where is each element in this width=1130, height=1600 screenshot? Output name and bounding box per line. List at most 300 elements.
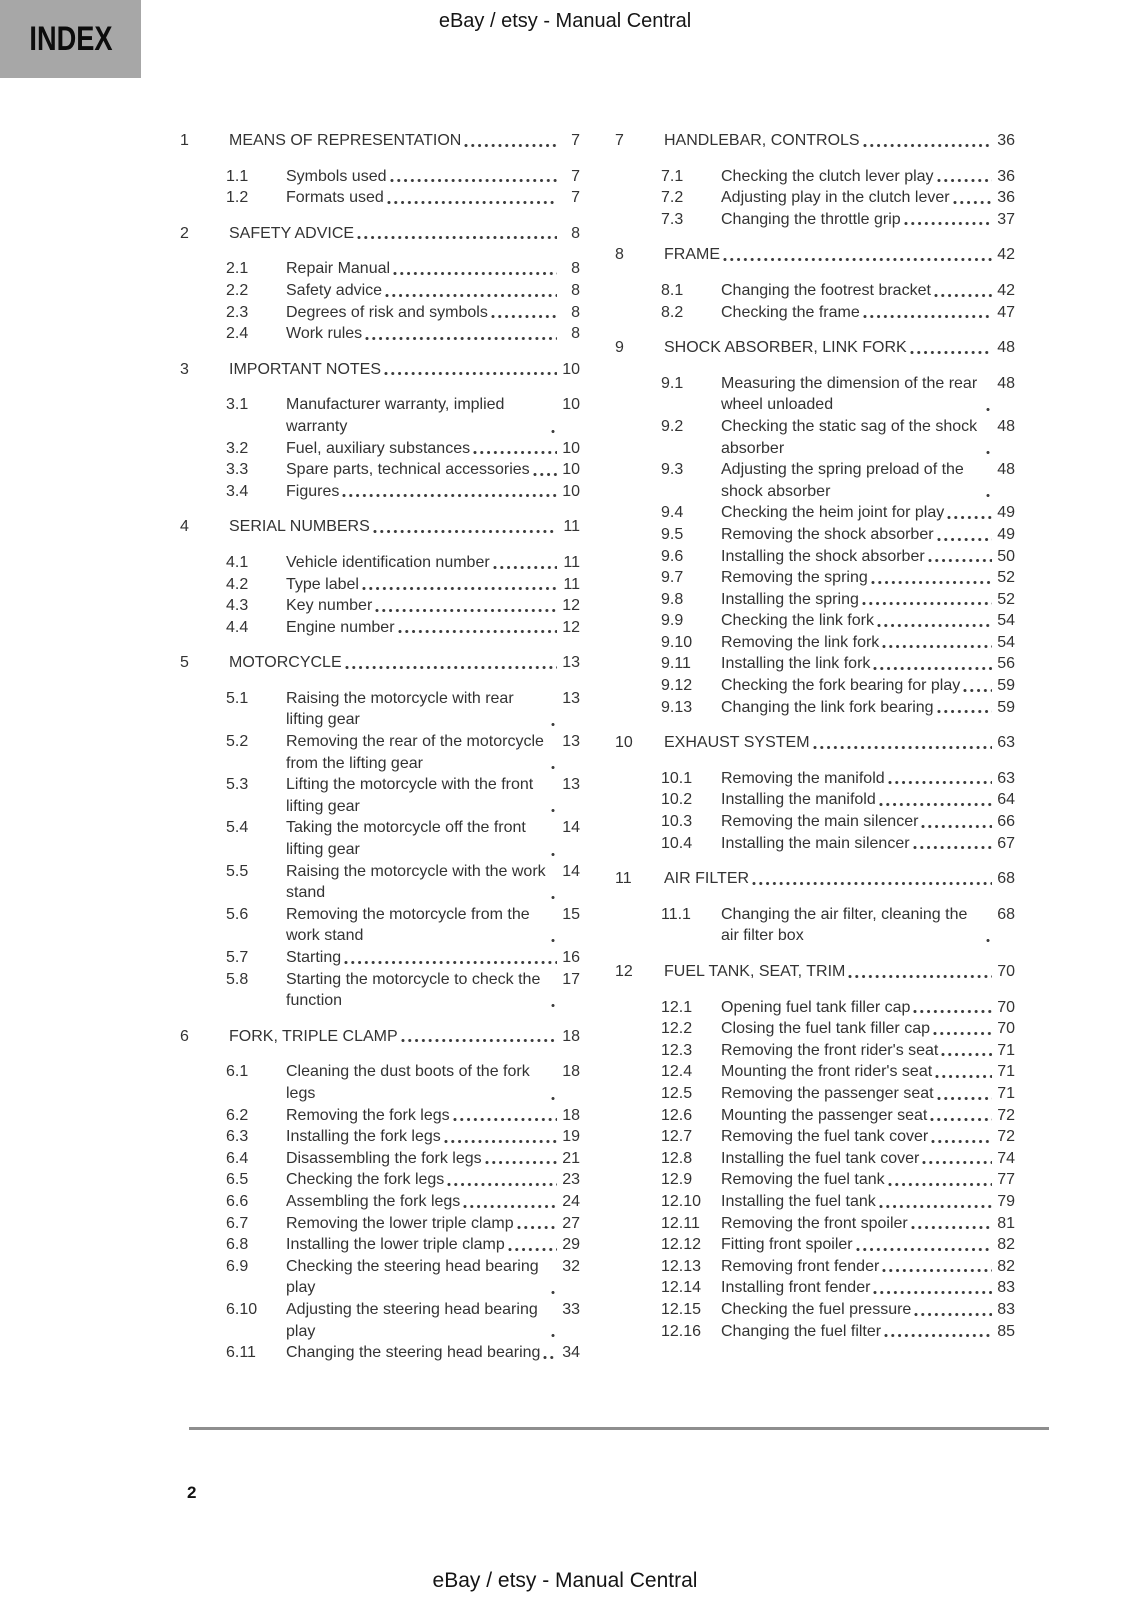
toc-page-number: 13: [562, 689, 580, 707]
toc-item-title: Changing the footrest bracket: [721, 281, 931, 299]
toc-chapter-number: 3: [180, 360, 189, 378]
toc-item-title: Raising the motorcycle with rear lifting gear: [286, 689, 514, 729]
dot-leader: [928, 558, 992, 563]
dot-leader: [375, 608, 557, 613]
toc-item-title: Removing the rear of the motorcycle from the lifting gear: [286, 733, 544, 772]
dot-leader: [384, 371, 557, 376]
dot-leader: [986, 938, 992, 943]
dot-leader: [933, 1031, 992, 1036]
dot-leader: [551, 765, 557, 770]
toc-item-number: 6.1: [226, 1063, 249, 1081]
dot-leader: [882, 644, 992, 649]
toc-item-title: Fuel, auxiliary substances: [286, 439, 471, 457]
dot-leader: [930, 1117, 992, 1122]
toc-item-row: [180, 947, 580, 969]
toc-page-number: 8: [571, 281, 580, 299]
toc-item-row: [615, 1105, 1015, 1127]
dot-leader: [508, 1247, 557, 1252]
toc-item-title: Type label: [286, 575, 359, 593]
toc-item-title: Key number: [286, 597, 373, 615]
toc-page-number: 49: [997, 504, 1015, 522]
toc-page-number: 7: [571, 167, 580, 185]
toc-page-number: 82: [997, 1257, 1015, 1275]
toc-item-row: [180, 688, 580, 731]
toc-chapter-title: MOTORCYCLE: [229, 654, 342, 672]
toc-chapter-number: 10: [615, 734, 633, 752]
toc-item-title: Starting the motorcycle to check the function: [286, 970, 541, 1010]
toc-item-title: Mounting the passenger seat: [721, 1106, 928, 1124]
toc-item-title: Checking the clutch lever play: [721, 167, 934, 185]
toc-item-number: 5.5: [226, 862, 249, 880]
dot-leader: [879, 1204, 992, 1209]
toc-item-number: 4.1: [226, 553, 249, 571]
toc-item-title: Changing the steering head bearing: [286, 1344, 541, 1362]
toc-page-number: 54: [997, 612, 1015, 630]
toc-chapter-title: AIR FILTER: [664, 870, 750, 888]
toc-item-number: 4.4: [226, 618, 249, 636]
toc-page-number: 64: [997, 791, 1015, 809]
toc-item-row: [180, 166, 580, 188]
toc-item-number: 9.8: [661, 590, 684, 608]
toc-item-number: 12.13: [661, 1257, 702, 1275]
toc-item-number: 9.7: [661, 569, 684, 587]
toc-item-title: Removing the manifold: [721, 769, 885, 787]
dot-leader: [934, 293, 992, 298]
toc-item-number: 4.3: [226, 597, 249, 615]
toc-item-title: Engine number: [286, 618, 395, 636]
toc-item-row: [615, 524, 1015, 546]
toc-item-row: [180, 1256, 580, 1299]
toc-item-title: Checking the frame: [721, 303, 860, 321]
toc-page-number: 21: [562, 1149, 580, 1167]
toc-item-row: [180, 1148, 580, 1170]
toc-page-number: 36: [997, 167, 1015, 185]
toc-item-row: [180, 904, 580, 947]
toc-page-number: 8: [571, 224, 580, 242]
toc-item-title: Vehicle identification number: [286, 553, 490, 571]
toc-item-title: Checking the heim joint for play: [721, 504, 945, 522]
toc-item-title: Removing the shock absorber: [721, 525, 934, 543]
toc-page-number: 13: [562, 776, 580, 794]
toc-item-number: 2.2: [226, 281, 249, 299]
toc-chapter-row: [180, 516, 580, 538]
toc-page-number: 11: [563, 518, 580, 536]
toc-page-number: 10: [562, 396, 580, 414]
toc-item-number: 5.4: [226, 819, 249, 837]
toc-item-row: [615, 1169, 1015, 1191]
toc-page-number: 33: [562, 1300, 580, 1318]
footer-divider: [189, 1427, 1049, 1430]
toc-item-number: 9.3: [661, 461, 684, 479]
toc-item-number: 12.9: [661, 1171, 693, 1189]
toc-chapter-row: [180, 359, 580, 381]
toc-item-row: [615, 1126, 1015, 1148]
toc-item-title: Checking the fork bearing for play: [721, 677, 961, 695]
toc-page-number: 7: [571, 132, 580, 149]
toc-item-number: 9.2: [661, 417, 684, 435]
toc-item-row: [615, 209, 1015, 231]
toc-item-number: 3.1: [226, 396, 249, 414]
dot-leader: [344, 960, 557, 965]
toc-page-number: 56: [997, 655, 1015, 673]
toc-item-title: Measuring the dimension of the rear wheel unloaded: [721, 374, 978, 414]
toc-page-number: 37: [997, 210, 1015, 228]
toc-item-number: 10.2: [661, 791, 693, 809]
toc-item-row: [180, 1191, 580, 1213]
toc-item-number: 5.3: [226, 776, 249, 794]
toc-item-title: Degrees of risk and symbols: [286, 303, 488, 321]
toc-item-title: Closing the fuel tank filler cap: [721, 1020, 930, 1038]
toc-item-title: Installing the fork legs: [286, 1128, 441, 1146]
toc-item-title: Assembling the fork legs: [286, 1192, 461, 1210]
toc-page-number: 66: [997, 813, 1015, 831]
toc-item-number: 10.3: [661, 813, 693, 831]
toc-page-number: 15: [562, 905, 580, 923]
toc-item-title: Installing the lower triple clamp: [286, 1236, 505, 1254]
toc-chapter-number: 1: [180, 132, 189, 149]
dot-leader: [937, 709, 992, 714]
toc-page-number: 8: [571, 325, 580, 343]
toc-page-number: 71: [997, 1041, 1015, 1059]
toc-page-number: 59: [997, 698, 1015, 716]
toc-chapter-number: 9: [615, 339, 624, 357]
toc-chapter-row: [180, 223, 580, 245]
toc-page-number: 48: [997, 374, 1015, 392]
toc-item-number: 6.5: [226, 1171, 249, 1189]
toc-item-title: Manufacturer warranty, implied warranty: [286, 396, 505, 435]
dot-leader: [464, 143, 557, 148]
toc-item-number: 2.1: [226, 260, 249, 278]
toc-page-number: 82: [997, 1236, 1015, 1254]
dot-leader: [551, 808, 557, 813]
toc-page-number: 81: [997, 1214, 1015, 1232]
toc-item-number: 2.4: [226, 325, 249, 343]
toc-item-number: 9.9: [661, 612, 684, 630]
dot-leader: [873, 1290, 992, 1295]
toc-chapter-title: IMPORTANT NOTES: [229, 360, 382, 378]
toc-page-number: 10: [562, 461, 580, 479]
toc-item-row: [180, 969, 580, 1012]
dot-leader: [543, 1355, 557, 1360]
toc-item-row: [180, 1169, 580, 1191]
dot-leader: [473, 450, 557, 455]
dot-leader: [884, 1333, 992, 1338]
toc-item-title: Removing the link fork: [721, 633, 880, 651]
toc-item-title: Installing the spring: [721, 590, 859, 608]
dot-leader: [882, 1268, 992, 1273]
toc-item-number: 5.1: [226, 689, 249, 707]
toc-chapter-number: 5: [180, 654, 189, 672]
toc-item-row: [615, 1083, 1015, 1105]
toc-page-number: 13: [562, 733, 580, 751]
toc-page-number: 42: [997, 281, 1015, 299]
toc-item-number: 12.7: [661, 1128, 693, 1146]
toc-item-number: 9.5: [661, 525, 684, 543]
toc-item-title: Installing the fuel tank cover: [721, 1149, 920, 1167]
toc-item-number: 1.2: [226, 189, 249, 207]
toc-item-title: Figures: [286, 482, 340, 500]
dot-leader: [401, 1038, 557, 1043]
toc-item-row: [180, 323, 580, 345]
toc-item-title: Cleaning the dust boots of the fork legs: [286, 1063, 530, 1102]
toc-item-title: Checking the fuel pressure: [721, 1300, 912, 1318]
toc-item-number: 5.8: [226, 970, 249, 988]
dot-leader: [941, 1052, 992, 1057]
toc-item-number: 10.4: [661, 834, 693, 852]
toc-chapter-row: [615, 337, 1015, 359]
toc-item-row: [180, 459, 580, 481]
toc-page-number: 18: [562, 1063, 580, 1081]
toc-page-number: 68: [997, 870, 1015, 888]
toc-page-number: 72: [997, 1106, 1015, 1124]
toc-item-number: 4.2: [226, 575, 249, 593]
toc-column-2: [615, 130, 1015, 1364]
dot-leader: [357, 235, 557, 240]
toc-item-row: [180, 1105, 580, 1127]
toc-item-title: Repair Manual: [286, 260, 391, 278]
toc-item-row: [180, 574, 580, 596]
dot-leader: [910, 350, 992, 355]
toc-item-number: 6.9: [226, 1257, 249, 1275]
toc-chapter-title: FUEL TANK, SEAT, TRIM: [664, 963, 846, 980]
toc-item-number: 7.3: [661, 210, 684, 228]
dot-leader: [921, 824, 992, 829]
dot-leader: [863, 143, 992, 148]
toc-item-number: 12.11: [661, 1214, 700, 1232]
toc-item-row: [615, 589, 1015, 611]
toc-page-number: 14: [562, 862, 580, 880]
toc-item-row: [180, 1061, 580, 1104]
toc-item-number: 12.16: [661, 1322, 702, 1340]
dot-leader: [911, 1225, 992, 1230]
toc-item-row: [615, 768, 1015, 790]
toc-page-number: 32: [562, 1257, 580, 1275]
dot-leader: [551, 938, 557, 943]
toc-item-title: Removing the front spoiler: [721, 1214, 908, 1232]
dot-leader: [888, 780, 992, 785]
toc-item-title: Fitting front spoiler: [721, 1236, 853, 1254]
toc-item-number: 6.3: [226, 1128, 249, 1146]
toc-item-number: 2.3: [226, 303, 249, 321]
toc-chapter-title: FRAME: [664, 246, 720, 264]
toc-item-number: 8.1: [661, 281, 684, 299]
toc-item-title: Removing the main silencer: [721, 813, 919, 831]
dot-leader: [752, 881, 992, 886]
toc-item-row: [180, 280, 580, 302]
toc-page-number: 72: [997, 1128, 1015, 1146]
dot-leader: [551, 1333, 557, 1338]
toc-item-row: [180, 552, 580, 574]
dot-leader: [913, 1009, 992, 1014]
dot-leader: [937, 537, 992, 542]
dot-leader: [848, 974, 992, 979]
toc-item-row: [615, 811, 1015, 833]
dot-leader: [517, 1225, 557, 1230]
toc-item-number: 6.7: [226, 1214, 249, 1232]
toc-page-number: 63: [997, 734, 1015, 752]
toc-item-number: 12.12: [661, 1236, 702, 1254]
toc-page-number: 70: [997, 1020, 1015, 1038]
toc-item-row: [615, 653, 1015, 675]
toc-item-row: [180, 1126, 580, 1148]
toc-item-title: Installing the shock absorber: [721, 547, 925, 565]
dot-leader: [485, 1160, 557, 1165]
toc-item-row: [615, 833, 1015, 855]
toc-item-row: [180, 187, 580, 209]
toc-item-number: 6.6: [226, 1192, 249, 1210]
toc-item-title: Spare parts, technical accessories: [286, 461, 530, 479]
toc-page-number: 23: [562, 1171, 580, 1189]
toc-page-number: 10: [562, 439, 580, 457]
toc-item-row: [615, 1040, 1015, 1062]
toc-page-number: 67: [997, 834, 1015, 852]
page-footer-title: eBay / etsy - Manual Central: [432, 1569, 698, 1592]
dot-leader: [393, 271, 557, 276]
toc-item-number: 3.3: [226, 461, 249, 479]
dot-leader: [935, 1074, 992, 1079]
toc-page-number: 59: [997, 677, 1015, 695]
toc-item-title: Installing the manifold: [721, 791, 876, 809]
toc-item-title: Removing the fuel tank cover: [721, 1128, 929, 1146]
toc-item-title: Lifting the motorcycle with the front lifting gear: [286, 776, 534, 815]
toc-item-title: Mounting the front rider's seat: [721, 1063, 933, 1081]
dot-leader: [947, 515, 992, 520]
toc-item-row: [615, 459, 1015, 502]
toc-page-number: 34: [562, 1344, 580, 1362]
toc-chapter-title: MEANS OF REPRESENTATION: [229, 132, 462, 149]
page-header-title: eBay / etsy - Manual Central: [438, 10, 692, 32]
dot-leader: [385, 293, 557, 298]
dot-leader: [862, 601, 992, 606]
toc-item-row: [615, 1256, 1015, 1278]
dot-leader: [937, 1096, 992, 1101]
dot-leader: [986, 450, 992, 455]
toc-chapter-row: [615, 244, 1015, 266]
toc-chapter-title: SAFETY ADVICE: [229, 224, 355, 242]
dot-leader: [856, 1247, 992, 1252]
toc-item-row: [180, 1299, 580, 1342]
toc-page-number: 49: [997, 525, 1015, 543]
toc-item-number: 6.10: [226, 1300, 258, 1318]
toc-chapter-row: [615, 130, 1015, 152]
toc-item-row: [615, 675, 1015, 697]
toc-item-number: 10.1: [661, 769, 693, 787]
toc-page-number: 42: [997, 246, 1015, 264]
toc-item-title: Checking the fork legs: [286, 1171, 445, 1189]
toc-page-number: 10: [562, 360, 580, 378]
toc-item-number: 12.15: [661, 1300, 702, 1318]
toc-item-row: [180, 817, 580, 860]
toc-item-title: Removing the fuel tank: [721, 1171, 885, 1189]
index-tab-label: INDEX: [28, 19, 113, 58]
toc-item-number: 3.4: [226, 482, 249, 500]
toc-page-number: 10: [562, 482, 580, 500]
toc-page-number: 27: [562, 1214, 580, 1232]
toc-item-title: Removing the fork legs: [286, 1106, 450, 1124]
dot-leader: [813, 745, 992, 750]
dot-leader: [365, 336, 557, 341]
toc-item-row: [615, 789, 1015, 811]
toc-chapter-row: [180, 130, 580, 152]
toc-item-number: 8.2: [661, 303, 684, 321]
toc-page-number: 52: [997, 569, 1015, 587]
toc-page-number: 8: [571, 260, 580, 278]
toc-page-number: 54: [997, 633, 1015, 651]
toc-page-number: 8: [571, 303, 580, 321]
toc-chapter-number: 12: [615, 963, 633, 980]
dot-leader: [937, 178, 992, 183]
toc-page-number: 13: [562, 654, 580, 672]
toc-page-number: 48: [997, 339, 1015, 357]
toc-item-number: 12.3: [661, 1041, 693, 1059]
toc-item-row: [615, 1234, 1015, 1256]
toc-item-number: 6.11: [226, 1344, 256, 1362]
toc-item-title: Checking the steering head bearing play: [286, 1257, 539, 1297]
dot-leader: [398, 629, 557, 634]
toc-item-number: 9.13: [661, 698, 693, 716]
toc-item-title: Work rules: [286, 325, 363, 343]
toc-page-number: 12: [562, 597, 580, 615]
toc-item-row: [180, 258, 580, 280]
dot-leader: [888, 1182, 992, 1187]
toc-item-number: 11.1: [661, 905, 691, 923]
toc-item-number: 12.5: [661, 1084, 693, 1102]
toc-item-row: [615, 997, 1015, 1019]
toc-item-number: 9.4: [661, 504, 684, 522]
toc-chapter-row: [615, 732, 1015, 754]
toc-page-number: 48: [997, 417, 1015, 435]
dot-leader: [551, 1096, 557, 1101]
toc-page-number: 63: [997, 769, 1015, 787]
toc-item-row: [615, 1191, 1015, 1213]
toc-item-title: Opening fuel tank filler cap: [721, 998, 911, 1016]
toc-page-number: 36: [997, 132, 1015, 149]
toc-item-number: 5.2: [226, 733, 249, 751]
toc-item-row: [615, 632, 1015, 654]
toc-item-row: [615, 302, 1015, 324]
toc-item-number: 9.10: [661, 633, 693, 651]
toc-item-title: Installing the link fork: [721, 655, 871, 673]
dot-leader: [986, 493, 992, 498]
toc-item-number: 7.1: [661, 167, 684, 185]
dot-leader: [914, 1312, 992, 1317]
toc-item-title: Taking the motorcycle off the front lifting gear: [286, 819, 526, 859]
toc-item-row: [615, 904, 1015, 947]
toc-page-number: 14: [562, 819, 580, 837]
toc-chapter-title: SERIAL NUMBERS: [229, 518, 370, 536]
toc-item-row: [615, 1277, 1015, 1299]
toc-item-title: Safety advice: [286, 281, 383, 299]
toc-chapter-number: 8: [615, 246, 624, 264]
dot-leader: [444, 1139, 557, 1144]
toc-item-number: 12.2: [661, 1020, 693, 1038]
dot-leader: [533, 472, 557, 477]
toc-chapter-title: EXHAUST SYSTEM: [664, 734, 810, 752]
toc-item-number: 3.2: [226, 439, 249, 457]
toc-item-row: [180, 861, 580, 904]
toc-page-number: 48: [997, 461, 1015, 479]
dot-leader: [963, 688, 992, 693]
toc-item-title: Adjusting the steering head bearing play: [286, 1300, 538, 1340]
toc-item-number: 12.14: [661, 1279, 702, 1297]
toc-item-title: Starting: [286, 949, 342, 966]
toc-page-number: 11: [563, 553, 580, 571]
table-of-contents: [180, 130, 1015, 1364]
toc-item-row: [615, 280, 1015, 302]
toc-page-number: 85: [997, 1322, 1015, 1340]
dot-leader: [551, 895, 557, 900]
toc-column-1: [180, 130, 580, 1364]
